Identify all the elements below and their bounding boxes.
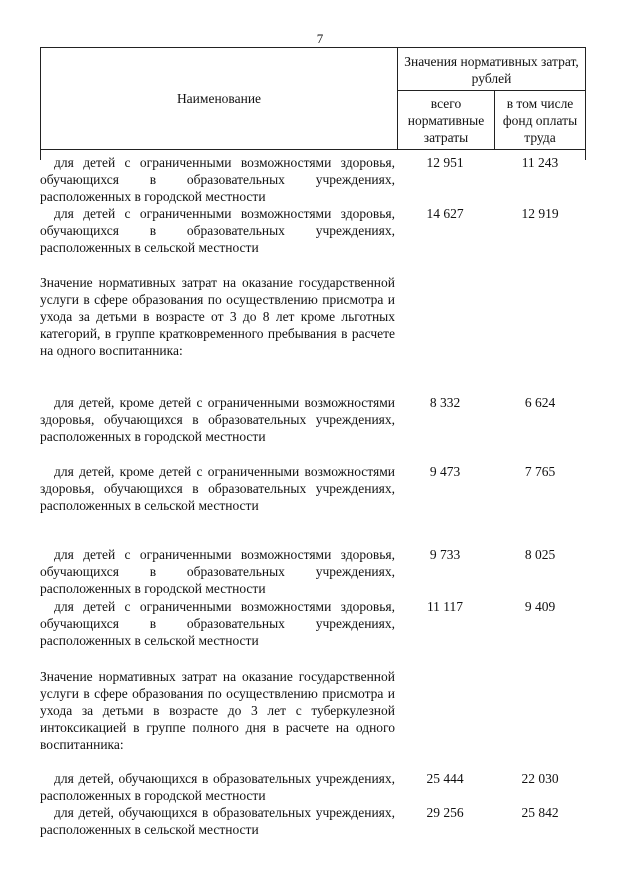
row-text: для детей, кроме детей с ограниченными возможностями здоровья, обучающихся в образовательных учреждениях, расположенных в сельской местности xyxy=(40,464,395,513)
table-row xyxy=(40,463,586,514)
header-fond: в том числе фонд оплаты труда xyxy=(502,96,578,145)
row-total: 8 332 xyxy=(429,395,461,410)
header-total: всего нормативные затраты xyxy=(407,96,485,145)
section-heading: Значение нормативных затрат на оказание государственной услуги в сфере образования по осуществлению присмотра и ухода за детьми в возрасте от 3 до 8 лет кроме льготных категорий, в группе кратковременного пребывания в расчете на одного воспитанника: xyxy=(40,275,395,358)
row-fond: 6 624 xyxy=(524,395,556,410)
row-text: для детей, обучающихся в образовательных учреждениях, расположенных в сельской местности xyxy=(40,805,395,837)
row-text: для детей с ограниченными возможностями здоровья, обучающихся в образовательных учреждениях, расположенных в сельской местности xyxy=(40,206,395,255)
row-total: 9 733 xyxy=(429,547,461,562)
row-total: 12 951 xyxy=(426,155,464,170)
row-fond: 22 030 xyxy=(521,771,559,786)
row-total: 14 627 xyxy=(426,206,464,221)
table-row xyxy=(40,668,586,753)
row-fond: 9 409 xyxy=(524,599,556,614)
row-text: для детей, обучающихся в образовательных учреждениях, расположенных в городской местности xyxy=(40,771,395,803)
row-text: для детей с ограниченными возможностями здоровья, обучающихся в образовательных учреждениях, расположенных в городской местности xyxy=(40,547,395,596)
row-total: 11 117 xyxy=(426,599,464,614)
table-row xyxy=(40,154,586,205)
row-total: 9 473 xyxy=(429,464,461,479)
section-heading: Значение нормативных затрат на оказание государственной услуги в сфере образования по осуществлению присмотра и ухода за детьми в возрасте до 3 лет с туберкулезной интоксикацией в группе полного дня в расчете на одного воспитанника: xyxy=(40,669,395,752)
row-fond: 25 842 xyxy=(521,805,559,820)
table-row xyxy=(40,205,586,256)
header-divider xyxy=(397,90,585,91)
row-text: для детей с ограниченными возможностями здоровья, обучающихся в образовательных учреждениях, расположенных в городской местности xyxy=(40,155,395,204)
table-row xyxy=(40,804,586,838)
row-fond: 12 919 xyxy=(521,206,559,221)
row-fond: 7 765 xyxy=(524,464,556,479)
row-total: 25 444 xyxy=(426,771,464,786)
row-total: 29 256 xyxy=(426,805,464,820)
header-values: Значения нормативных затрат, рублей xyxy=(404,54,579,86)
row-text: для детей, кроме детей с ограниченными возможностями здоровья, обучающихся в образовательных учреждениях, расположенных в городской местности xyxy=(40,395,395,444)
table-row xyxy=(40,394,586,445)
header-name: Наименование xyxy=(176,90,262,106)
row-fond: 11 243 xyxy=(521,155,559,170)
row-text: для детей с ограниченными возможностями здоровья, обучающихся в образовательных учреждениях, расположенных в сельской местности xyxy=(40,599,395,648)
table-row xyxy=(40,770,586,804)
row-fond: 8 025 xyxy=(524,547,556,562)
table-row xyxy=(40,598,586,649)
table-header xyxy=(40,47,586,150)
page-number: 7 xyxy=(316,31,324,46)
table-row xyxy=(40,274,586,359)
table-row xyxy=(40,546,586,597)
